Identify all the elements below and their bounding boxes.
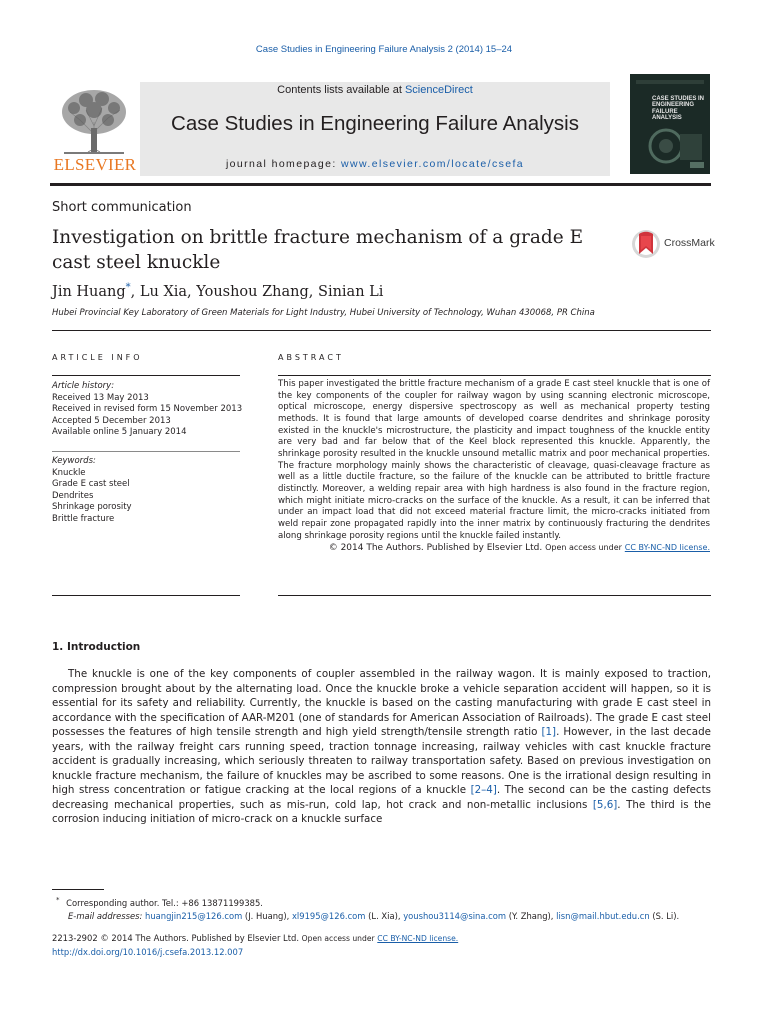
- abstract-copyright-text: © 2014 The Authors. Published by Elsevier Ltd.: [328, 543, 543, 554]
- article-history: [52, 381, 242, 439]
- history-received: Received 13 May 2013: [52, 392, 149, 403]
- keyword-item: Knuckle: [52, 467, 86, 478]
- email-owner: (S. Li).: [649, 911, 680, 922]
- history-label: Article history:: [52, 381, 115, 391]
- sciencedirect-link[interactable]: ScienceDirect: [404, 84, 473, 96]
- citation-link[interactable]: [2–4]: [470, 784, 497, 796]
- email-label: E-mail addresses:: [68, 911, 143, 922]
- article-title: Investigation on brittle fracture mechanism of a grade E cast steel knuckle: [52, 227, 584, 273]
- keywords: [52, 456, 132, 525]
- intro-text-1: The knuckle is one of the key components of coupler assembled in the railway wagon. It is mainly exposed to traction, compression brought about by the alternating load. Once the knuckle broke a vehicle separation accident will happen, so it is essential for its safety and reliability. Currently, the knuckle is based on the casting manufacturing with grade E cast steel in accordance with the specification of AAR-M201 (one of standards for American Association of Railroads). The grade E cast steel possesses the features of high tensile strength and high yield strength/tensile strength ratio: [52, 668, 711, 738]
- article-info-rule-bottom: [52, 595, 240, 596]
- intro-text-2: . However, in the last decade years, with the railway freight cars running speed, traction tonnage increasing, railway vehicles with cast knuckle fracture accident is gradually increasing, which seriously threaten to railway transportation safety. Based on previous investigation on knuckle fracture mechanism, the failure of knuckles may be ascribed to some reasons. One is the irrational design resulting in high stress concentration or fatigue cracking at the local regions of a knuckle: [52, 726, 711, 796]
- contents-prefix: Contents lists available at: [277, 84, 405, 96]
- article-type: Short communication: [52, 200, 192, 215]
- corresponding-note: [52, 894, 732, 910]
- issn: 2213-2902: [52, 933, 98, 943]
- abstract-body: [278, 379, 710, 555]
- abstract-rule-bottom: [278, 595, 711, 596]
- affiliation: Hubei Provincial Key Laboratory of Green Materials for Light Industry, Hubei University of Technology, Wuhan 430068, PR China: [52, 308, 595, 318]
- email-link[interactable]: youshou3114@sina.com: [403, 911, 507, 922]
- email-link[interactable]: huangjin215@126.com: [145, 911, 243, 922]
- elsevier-wordmark: ELSEVIER: [53, 155, 137, 174]
- citation-link[interactable]: [5,6]: [592, 798, 618, 811]
- article-info-heading: ARTICLE INFO: [52, 353, 143, 362]
- corresponding-author-mark[interactable]: *: [125, 282, 131, 293]
- bottom-copyright: © 2014 The Authors. Published by Elsevier Ltd.: [100, 933, 299, 943]
- journal-homepage: [140, 158, 610, 170]
- crossmark-label[interactable]: CrossMark: [664, 237, 715, 249]
- bottom-open-access: Open access under: [301, 934, 375, 943]
- keyword-item: Grade E cast steel: [52, 479, 130, 489]
- keyword-item: Dendrites: [52, 490, 94, 501]
- introduction-paragraph: [52, 667, 711, 827]
- history-accepted: Accepted 5 December 2013: [52, 415, 171, 426]
- introduction-heading: 1. Introduction: [52, 641, 141, 653]
- email-owner: (J. Huang),: [242, 911, 292, 922]
- title-rule: [52, 330, 711, 331]
- corresponding-text: Corresponding author. Tel.: +86 13871199385.: [66, 897, 263, 908]
- intro-text-3: . The second can be the casting defects decreasing mechanical properties, such as mis-run, cold lap, hot crack and non-metallic inclusions: [52, 784, 711, 811]
- issn-line: [52, 932, 458, 946]
- bottom-license-link[interactable]: CC BY-NC-ND license.: [377, 934, 459, 943]
- citation-link[interactable]: [1]: [541, 726, 557, 738]
- footnote-mark: *: [56, 896, 60, 904]
- journal-reference[interactable]: Case Studies in Engineering Failure Analysis 2 (2014) 15–24: [255, 44, 513, 55]
- doi-link[interactable]: http://dx.doi.org/10.1016/j.csefa.2013.12.007: [52, 946, 244, 957]
- abstract-open-access: Open access under: [545, 543, 622, 553]
- keyword-item: Shrinkage porosity: [52, 502, 132, 512]
- abstract-heading: ABSTRACT: [278, 353, 344, 362]
- abstract-copyright: [278, 542, 710, 555]
- article-info-rule-mid: [52, 451, 240, 452]
- keywords-label: Keywords:: [52, 456, 96, 466]
- header-rule: [50, 183, 711, 186]
- homepage-prefix: journal homepage:: [225, 158, 342, 170]
- cover-art: [630, 74, 710, 174]
- email-addresses: [52, 910, 732, 924]
- abstract-text: This paper investigated the brittle fracture mechanism of a grade E cast steel knuckle that is one of the key components of the coupler for railway wagon by using scanning electronic microscope, optical microscope, energy dispersive spectroscopy as well as mechanical property testing methods. It is found that large amounts of developed coarse dendrites and shrinkage porosity existed in the knuckle's microstructure, the plasticity and impact toughness of the knuckle entity are very bad and far below that of the Keel block represented this knuckle. Apparently, the shrinkage porosity resulted in the knuckle unsound metallic matrix and poor mechanical properties. The fracture morphology mainly shows the characteristic of cleavage, quasi-cleavage fracture as well as a little ductile fracture, so the failure of the knuckle can be attributed to brittle fracture distinctly. Moreover, a welding repair area with high hardness is also found in the fracture region, which might initiate micro-cracks on the surface of the knuckle. As a result, it can be inferred that under an impact load that did not exceed material fracture limit, the micro-cracks initiated from weld repair zone propagated rapidly into the inner matrix by continuously fracturing the dendrites along shrinkage porosity regions until the knuckle failed instantly.: [278, 379, 710, 541]
- bottom-publication-info: [52, 932, 458, 958]
- history-online: Available online 5 January 2014: [52, 427, 187, 437]
- footnote-rule: [52, 889, 104, 890]
- intro-text-4: . The third is the corrosion inducing initiation of micro-crack on a knuckle surface: [52, 798, 711, 825]
- homepage-link[interactable]: www.elsevier.com/locate/csefa: [341, 158, 525, 170]
- article-info-rule-top: [52, 375, 240, 376]
- email-owner: (L. Xia),: [365, 911, 404, 922]
- email-link[interactable]: lisn@mail.hbut.edu.cn: [556, 911, 650, 922]
- contents-available: [140, 84, 610, 96]
- abstract-license-link[interactable]: CC BY-NC-ND license.: [624, 543, 710, 553]
- footnote: [52, 894, 732, 924]
- author-first[interactable]: Jin Huang: [52, 283, 126, 300]
- author-list: [52, 282, 383, 300]
- abstract-rule-top: [278, 375, 711, 376]
- journal-title: Case Studies in Engineering Failure Analysis: [171, 112, 579, 135]
- cover-title: CASE STUDIES IN ENGINEERING FAILURE ANALYSIS: [652, 96, 705, 122]
- keyword-item: Brittle fracture: [52, 513, 115, 524]
- email-owner: (Y. Zhang),: [506, 911, 557, 922]
- author-rest: , Lu Xia, Youshou Zhang, Sinian Li: [130, 283, 384, 300]
- email-link[interactable]: xl9195@126.com: [291, 911, 366, 922]
- history-revised: Received in revised form 15 November 2013: [52, 404, 243, 414]
